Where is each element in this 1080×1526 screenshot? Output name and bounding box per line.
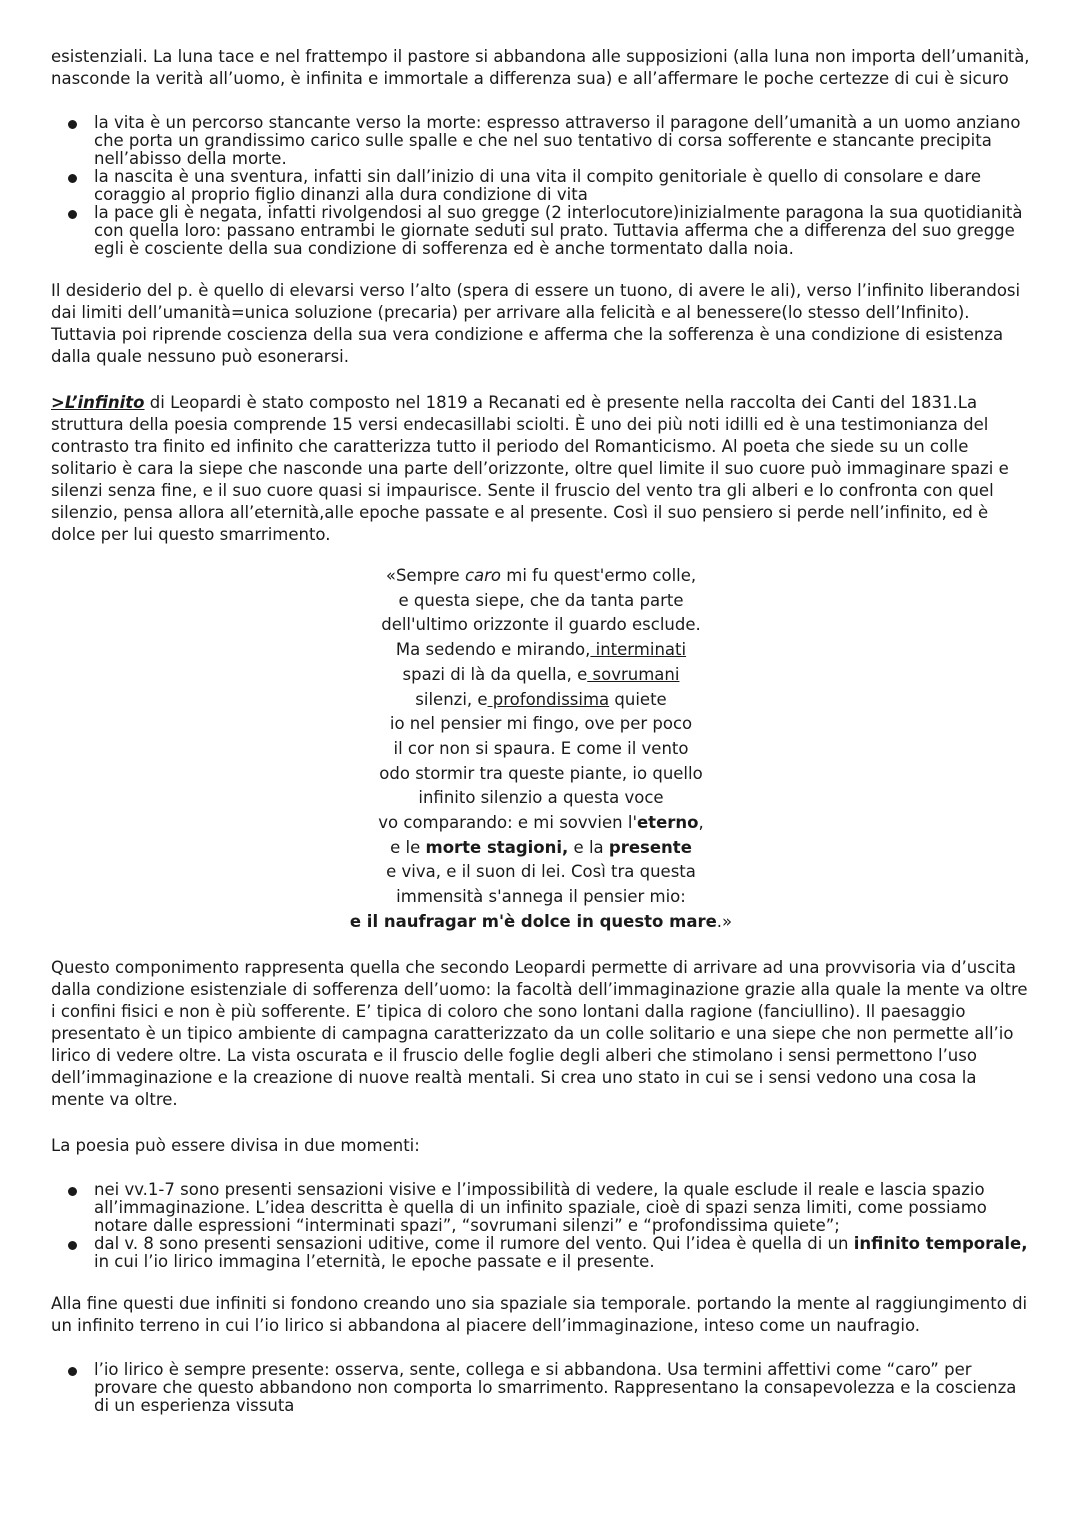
poem-line: Ma sedendo e mirando, interminati	[395, 640, 687, 660]
intro-paragraph: esistenziali. La luna tace e nel frattempo il pastore si abbandona alle supposizioni (alla luna non importa dell’umanità, nasconde la verità all’uomo, è infinita e immortale a differenza sua) e all’affermare le poche certezze di cui è sicuro	[51, 47, 1030, 88]
io-lirico-list	[51, 1361, 1031, 1415]
poem-line: infinito silenzio a questa voce	[418, 788, 664, 808]
momenti-intro: La poesia può essere divisa in due momenti:	[51, 1135, 420, 1155]
poem-line: dell'ultimo orizzonte il guardo esclude.	[381, 615, 701, 635]
poem-line: e viva, e il suon di lei. Così tra questa	[386, 862, 696, 882]
fine-paragraph: Alla fine questi due infiniti si fondono creando uno sia spaziale sia temporale. portando la mente al raggiungimento di un infinito terreno in cui l’io lirico si abbandona al piacere dell’immaginazione, inteso come un naufragio.	[51, 1293, 1028, 1335]
poem-line: spazi di là da quella, e sovrumani	[402, 664, 680, 684]
poem-block	[51, 564, 1031, 935]
poem-line: e questa siepe, che da tanta parte	[398, 590, 684, 610]
list-item: dal v. 8 sono presenti sensazioni uditive, come il rumore del vento. Qui l’idea è quella di un infinito temporale, in cui l’io lirico immagina l’eternità, le epoche passate e il presente.	[51, 1235, 1031, 1271]
poem-line: e le morte stagioni, e la presente	[390, 837, 692, 857]
list-item: nei vv.1-7 sono presenti sensazioni visive e l’impossibilità di vedere, la quale esclude il reale e lascia spazio all’immaginazione. L’idea descritta è quella di un infinito spaziale, cioè di spazi senza limiti, come possiamo notare dalle espressioni “interminati spazi”, “sovrumani silenzi” e “profondissima quiete”;	[51, 1181, 1031, 1235]
poem-line: odo stormir tra queste piante, io quello	[379, 763, 703, 783]
list-item: la vita è un percorso stancante verso la morte: espresso attraverso il paragone dell’umanità a un uomo anziano che porta un grandissimo carico sulle spalle e che nel suo tentativo di corsa sofferente e stancante precipita nell’abisso della morte.	[51, 114, 1031, 168]
componimento-paragraph: Questo componimento rappresenta quella che secondo Leopardi permette di arrivare ad una provvisoria via d’uscita dalla condizione esistenziale di sofferenza dell’uomo: la facoltà dell’immaginazione grazie alla quale la mente va oltre i confini fisici e non è più sofferente. E’ tipica di coloro che sono lontani dalla ragione (fanciullino). Il paesaggio presentato è un tipico ambiente di campagna caratterizzato da un colle solitario e una siepe che non permette all’io lirico di vedere oltre. La vista oscurata e il fruscio delle foglie degli alberi che stimolano i sensi permettono l’uso dell’immaginazione e la creazione di nuove realtà mentali. Si crea uno stato in cui se i sensi vedono una cosa la mente va oltre.	[51, 957, 1028, 1109]
poem-line: il cor non si spaura. E come il vento	[393, 738, 689, 758]
certezze-list	[51, 114, 1031, 258]
poem-line: «Sempre caro mi fu quest'ermo colle,	[385, 566, 697, 585]
document-page	[51, 46, 1031, 1437]
infinito-intro-paragraph	[51, 392, 1031, 546]
poem-line: e il naufragar m'è dolce in questo mare.»	[349, 911, 733, 931]
infinito-intro-text: di Leopardi è stato composto nel 1819 a Recanati ed è presente nella raccolta dei Canti del 1831.La struttura della poesia comprende 15 versi endecasillabi sciolti. È uno dei più noti idilli ed è una testimonianza del contrasto tra finito ed infinito che caratterizza tutto il periodo del Romanticismo. Al poeta che siede su un colle solitario è cara la siepe che nasconde una parte dell’orizzonte, oltre quel limite il suo cuore può immaginare spazi e silenzi senza fine, e il suo cuore quasi si impaurisce. Sente il fruscio del vento tra gli alberi e lo confronta con quel silenzio, pensa allora all’eternità,alle epoche passate e al presente. Così il suo pensiero si perde nell’infinito, ed è dolce per lui questo smarrimento.	[51, 393, 1009, 544]
momenti-list	[51, 1181, 1031, 1271]
poem-line: silenzi, e profondissima quiete	[415, 689, 667, 709]
list-item: la nascita è una sventura, infatti sin dall’inizio di una vita il compito genitoriale è quello di consolare e dare coraggio al proprio figlio dinanzi alla dura condizione di vita	[51, 168, 1031, 204]
poem-line: immensità s'annega il pensier mio:	[396, 887, 686, 907]
infinito-title: >L’infinito	[51, 393, 145, 412]
list-item: la pace gli è negata, infatti rivolgendosi al suo gregge (2 interlocutore)inizialmente paragona la sua quotidianità con quella loro: passano entrambi le giornate seduti sul prato. Tuttavia afferma che a differenza del suo gregge egli è cosciente della sua condizione di sofferenza ed è anche tormentato dalla noia.	[51, 204, 1031, 258]
list-item: l’io lirico è sempre presente: osserva, sente, collega e si abbandona. Usa termini affettivi come “caro” per provare che questo abbandono non comporta lo smarrimento. Rappresentano la consapevolezza e la coscienza di un esperienza vissuta	[51, 1361, 1031, 1415]
desiderio-paragraph: Il desiderio del p. è quello di elevarsi verso l’alto (spera di essere un tuono, di avere le ali), verso l’infinito liberandosi dai limiti dell’umanità=unica soluzione (precaria) per arrivare alla felicità e al benessere(lo stesso dell’Infinito). Tuttavia poi riprende coscienza della sua vera condizione e afferma che la sofferenza è una condizione di esistenza dalla quale nessuno può esonerarsi.	[51, 281, 1021, 366]
poem-line: io nel pensier mi fingo, ove per poco	[389, 714, 693, 734]
poem-line: vo comparando: e mi sovvien l'eterno,	[378, 813, 704, 833]
